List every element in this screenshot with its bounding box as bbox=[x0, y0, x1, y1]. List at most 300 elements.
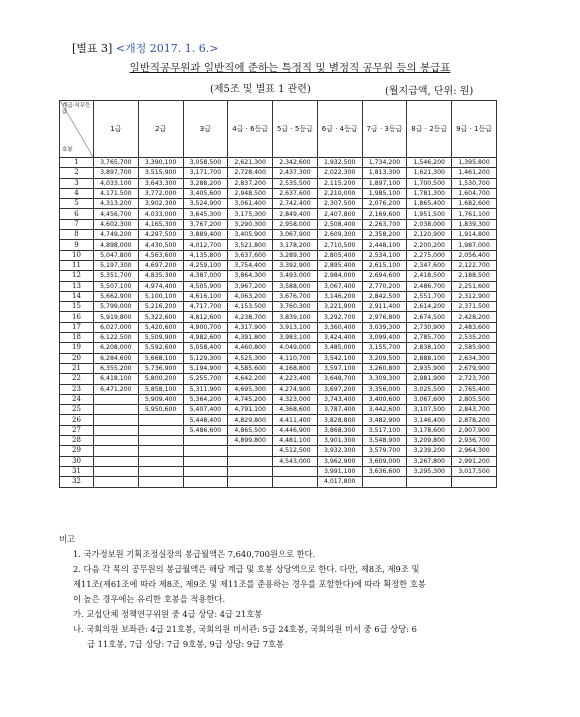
salary-cell: 4,695,300 bbox=[228, 384, 273, 394]
salary-cell: 1,395,800 bbox=[452, 158, 497, 168]
salary-cell: 2,609,300 bbox=[317, 230, 362, 240]
table-row bbox=[60, 240, 497, 250]
salary-cell bbox=[452, 477, 497, 487]
salary-cell: 6,027,000 bbox=[94, 322, 139, 332]
salary-cell: 2,935,900 bbox=[407, 363, 452, 373]
salary-cell: 2,122,700 bbox=[452, 260, 497, 270]
salary-cell: 5,407,400 bbox=[183, 405, 228, 415]
salary-cell: 4,585,600 bbox=[228, 363, 273, 373]
salary-cell: 3,209,800 bbox=[407, 436, 452, 446]
step-number-cell: 6 bbox=[60, 209, 94, 219]
salary-cell: 3,521,800 bbox=[228, 240, 273, 250]
salary-cell: 2,674,500 bbox=[407, 312, 452, 322]
salary-cell: 2,312,900 bbox=[452, 291, 497, 301]
step-number-cell: 5 bbox=[60, 199, 94, 209]
step-number-cell: 16 bbox=[60, 312, 94, 322]
salary-cell: 5,858,100 bbox=[138, 384, 183, 394]
salary-table bbox=[59, 100, 497, 488]
notes-heading: 비고 bbox=[59, 534, 76, 544]
document-subtitle: (제5조 및 별표 1 관련) bbox=[210, 84, 311, 95]
salary-cell: 3,643,300 bbox=[138, 178, 183, 188]
salary-cell: 2,805,400 bbox=[317, 250, 362, 260]
salary-cell: 4,033,000 bbox=[138, 209, 183, 219]
salary-cell: 3,897,700 bbox=[94, 168, 139, 178]
salary-cell: 4,900,700 bbox=[183, 322, 228, 332]
salary-cell: 3,579,700 bbox=[362, 446, 407, 456]
salary-cell: 3,983,100 bbox=[273, 333, 318, 343]
salary-cell: 2,615,100 bbox=[362, 260, 407, 270]
salary-cell: 1,865,400 bbox=[407, 199, 452, 209]
salary-cell: 1,781,300 bbox=[407, 188, 452, 198]
salary-cell: 4,446,900 bbox=[273, 425, 318, 435]
salary-cell: 2,200,200 bbox=[407, 240, 452, 250]
salary-cell: 4,165,300 bbox=[138, 219, 183, 229]
salary-cell: 3,767,200 bbox=[183, 219, 228, 229]
salary-cell: 1,839,300 bbox=[452, 219, 497, 229]
step-number-cell: 2 bbox=[60, 168, 94, 178]
salary-cell: 4,481,100 bbox=[273, 436, 318, 446]
salary-cell bbox=[94, 415, 139, 425]
step-number-cell: 31 bbox=[60, 466, 94, 476]
salary-cell: 4,525,300 bbox=[228, 353, 273, 363]
note-2-item-ga: 가. 교섭단체 정책연구위원 중 4급 상당: 4급 21호봉 bbox=[73, 609, 263, 619]
table-row bbox=[60, 168, 497, 178]
salary-cell: 4,460,800 bbox=[228, 343, 273, 353]
salary-cell: 2,585,900 bbox=[452, 343, 497, 353]
column-header: 5급 · 5등급 bbox=[273, 101, 318, 158]
salary-cell: 4,110,700 bbox=[273, 353, 318, 363]
salary-cell: 4,297,500 bbox=[138, 230, 183, 240]
salary-cell: 2,948,500 bbox=[228, 188, 273, 198]
step-number-cell: 9 bbox=[60, 240, 94, 250]
salary-cell: 3,309,300 bbox=[362, 374, 407, 384]
salary-cell: 4,238,700 bbox=[228, 312, 273, 322]
salary-cell: 4,456,700 bbox=[94, 209, 139, 219]
salary-cell: 4,368,600 bbox=[273, 405, 318, 415]
salary-cell: 1,604,700 bbox=[452, 188, 497, 198]
salary-cell bbox=[183, 466, 228, 476]
salary-cell: 2,710,500 bbox=[317, 240, 362, 250]
salary-cell: 1,461,200 bbox=[452, 168, 497, 178]
salary-cell bbox=[138, 415, 183, 425]
salary-cell: 4,317,900 bbox=[228, 322, 273, 332]
salary-cell: 1,700,500 bbox=[407, 178, 452, 188]
salary-cell: 3,676,700 bbox=[273, 291, 318, 301]
salary-cell: 4,274,900 bbox=[273, 384, 318, 394]
salary-cell: 2,765,400 bbox=[452, 384, 497, 394]
salary-cell: 2,076,200 bbox=[362, 199, 407, 209]
salary-cell: 2,991,200 bbox=[452, 456, 497, 466]
salary-cell: 5,322,600 bbox=[138, 312, 183, 322]
salary-cell: 5,448,400 bbox=[183, 415, 228, 425]
salary-cell: 3,178,200 bbox=[273, 240, 318, 250]
salary-cell: 2,407,800 bbox=[317, 209, 362, 219]
salary-cell: 4,323,000 bbox=[273, 394, 318, 404]
salary-cell: 3,061,400 bbox=[228, 199, 273, 209]
step-number-cell: 18 bbox=[60, 333, 94, 343]
salary-cell: 2,911,400 bbox=[362, 302, 407, 312]
salary-cell: 4,865,500 bbox=[228, 425, 273, 435]
salary-cell bbox=[94, 436, 139, 446]
salary-cell bbox=[94, 394, 139, 404]
unit-note: (월지급액, 단위: 원) bbox=[385, 86, 474, 97]
salary-cell: 3,962,900 bbox=[317, 456, 362, 466]
salary-cell: 3,067,900 bbox=[273, 230, 318, 240]
salary-cell: 3,390,100 bbox=[138, 158, 183, 168]
salary-cell bbox=[362, 477, 407, 487]
salary-cell bbox=[407, 477, 452, 487]
salary-cell: 4,063,200 bbox=[228, 291, 273, 301]
salary-cell: 2,418,500 bbox=[407, 271, 452, 281]
salary-cell: 4,391,800 bbox=[228, 333, 273, 343]
salary-cell: 6,284,600 bbox=[94, 353, 139, 363]
salary-cell: 3,260,800 bbox=[362, 363, 407, 373]
step-number-cell: 1 bbox=[60, 158, 94, 168]
salary-cell: 3,839,100 bbox=[273, 312, 318, 322]
salary-cell: 3,828,800 bbox=[317, 415, 362, 425]
salary-cell: 2,307,500 bbox=[317, 199, 362, 209]
salary-cell: 4,259,100 bbox=[183, 260, 228, 270]
salary-cell: 4,543,000 bbox=[273, 456, 318, 466]
salary-cell: 4,168,800 bbox=[273, 363, 318, 373]
salary-cell: 3,901,300 bbox=[317, 436, 362, 446]
salary-cell: 2,169,600 bbox=[362, 209, 407, 219]
salary-cell: 4,430,500 bbox=[138, 240, 183, 250]
step-number-cell: 8 bbox=[60, 230, 94, 240]
salary-cell: 4,313,200 bbox=[94, 199, 139, 209]
salary-cell: 2,694,600 bbox=[362, 271, 407, 281]
table-row bbox=[60, 230, 497, 240]
salary-cell: 3,099,400 bbox=[362, 333, 407, 343]
salary-cell: 4,017,800 bbox=[317, 477, 362, 487]
salary-cell: 4,049,000 bbox=[273, 343, 318, 353]
salary-cell: 5,662,900 bbox=[94, 291, 139, 301]
salary-cell: 4,829,800 bbox=[228, 415, 273, 425]
salary-cell: 5,592,600 bbox=[138, 343, 183, 353]
salary-cell: 2,038,000 bbox=[407, 219, 452, 229]
table-row bbox=[60, 477, 497, 487]
table-row bbox=[60, 158, 497, 168]
salary-cell: 2,843,700 bbox=[452, 405, 497, 415]
table-row bbox=[60, 405, 497, 415]
salary-cell: 2,448,100 bbox=[362, 240, 407, 250]
salary-cell: 5,364,200 bbox=[183, 394, 228, 404]
salary-cell: 4,033,100 bbox=[94, 178, 139, 188]
salary-cell: 2,188,500 bbox=[452, 271, 497, 281]
salary-cell: 2,742,400 bbox=[273, 199, 318, 209]
note-2-line-3: 이 높은 경우에는 유리한 호봉을 적용한다. bbox=[73, 594, 226, 604]
note-2-line-1: 2. 다음 각 목의 공무원의 봉급월액은 해당 계급 및 호봉 상당액으로 한다. 다만, 제8조, 제9조 및 bbox=[73, 564, 420, 574]
step-number-cell: 29 bbox=[60, 446, 94, 456]
salary-cell: 3,648,700 bbox=[317, 374, 362, 384]
salary-cell bbox=[138, 456, 183, 466]
salary-cell: 4,153,500 bbox=[228, 302, 273, 312]
salary-cell: 5,100,100 bbox=[138, 291, 183, 301]
salary-cell: 2,483,600 bbox=[452, 322, 497, 332]
salary-cell: 6,471,200 bbox=[94, 384, 139, 394]
salary-cell bbox=[138, 446, 183, 456]
revision-date: <개정 2017. 1. 6.> bbox=[115, 42, 219, 55]
salary-cell: 2,770,200 bbox=[362, 281, 407, 291]
table-row bbox=[60, 343, 497, 353]
table-row bbox=[60, 466, 497, 476]
step-number-cell: 7 bbox=[60, 219, 94, 229]
salary-cell: 3,765,700 bbox=[94, 158, 139, 168]
salary-cell: 3,597,100 bbox=[317, 363, 362, 373]
salary-cell: 3,864,300 bbox=[228, 271, 273, 281]
salary-cell: 2,022,300 bbox=[317, 168, 362, 178]
salary-cell bbox=[138, 425, 183, 435]
salary-cell bbox=[94, 456, 139, 466]
table-row bbox=[60, 322, 497, 332]
step-number-cell: 19 bbox=[60, 343, 94, 353]
salary-cell: 2,535,200 bbox=[452, 333, 497, 343]
salary-cell: 2,534,100 bbox=[362, 250, 407, 260]
salary-cell: 2,805,500 bbox=[452, 394, 497, 404]
step-number-cell: 24 bbox=[60, 394, 94, 404]
salary-cell bbox=[183, 477, 228, 487]
table-row bbox=[60, 271, 497, 281]
salary-cell bbox=[273, 477, 318, 487]
salary-cell: 1,621,300 bbox=[407, 168, 452, 178]
salary-cell: 4,012,700 bbox=[183, 240, 228, 250]
salary-cell: 3,548,900 bbox=[362, 436, 407, 446]
salary-cell: 3,902,300 bbox=[138, 199, 183, 209]
salary-cell bbox=[228, 446, 273, 456]
salary-cell: 2,621,300 bbox=[228, 158, 273, 168]
salary-cell: 2,358,200 bbox=[362, 230, 407, 240]
step-number-cell: 15 bbox=[60, 302, 94, 312]
salary-cell bbox=[94, 446, 139, 456]
salary-cell: 3,609,000 bbox=[362, 456, 407, 466]
salary-cell: 3,400,600 bbox=[362, 394, 407, 404]
salary-cell: 2,936,700 bbox=[452, 436, 497, 446]
column-header: 4급 · 6등급 bbox=[228, 101, 273, 158]
table-row bbox=[60, 260, 497, 270]
column-header: 7급 · 3등급 bbox=[362, 101, 407, 158]
salary-cell: 2,981,900 bbox=[407, 374, 452, 384]
salary-cell: 5,255,700 bbox=[183, 374, 228, 384]
corner-bottom-label: 호봉 bbox=[62, 147, 73, 153]
salary-cell: 2,837,200 bbox=[228, 178, 273, 188]
salary-cell: 5,509,900 bbox=[138, 333, 183, 343]
salary-cell: 4,387,000 bbox=[183, 271, 228, 281]
salary-cell: 3,171,700 bbox=[183, 168, 228, 178]
salary-cell: 2,785,700 bbox=[407, 333, 452, 343]
table-row bbox=[60, 363, 497, 373]
salary-cell: 2,508,400 bbox=[317, 219, 362, 229]
salary-cell: 3,524,900 bbox=[183, 199, 228, 209]
salary-cell: 4,411,400 bbox=[273, 415, 318, 425]
salary-cell: 1,761,100 bbox=[452, 209, 497, 219]
salary-cell: 5,800,200 bbox=[138, 374, 183, 384]
salary-cell: 2,428,200 bbox=[452, 312, 497, 322]
salary-cell: 3,754,400 bbox=[228, 260, 273, 270]
salary-cell: 6,122,500 bbox=[94, 333, 139, 343]
table-row bbox=[60, 209, 497, 219]
salary-cell: 2,849,400 bbox=[273, 209, 318, 219]
salary-cell bbox=[228, 456, 273, 466]
salary-cell: 2,371,500 bbox=[452, 302, 497, 312]
salary-cell: 2,614,200 bbox=[407, 302, 452, 312]
salary-cell: 2,634,300 bbox=[452, 353, 497, 363]
step-number-cell: 20 bbox=[60, 353, 94, 363]
salary-cell: 3,146,200 bbox=[317, 291, 362, 301]
table-row bbox=[60, 178, 497, 188]
table-row bbox=[60, 436, 497, 446]
step-number-cell: 3 bbox=[60, 178, 94, 188]
salary-cell: 2,551,700 bbox=[407, 291, 452, 301]
note-1: 1. 국가정보원 기획조정실장의 봉급월액은 7,640,700원으로 한다. bbox=[73, 549, 316, 559]
salary-cell: 2,878,200 bbox=[452, 415, 497, 425]
salary-cell: 3,637,600 bbox=[228, 250, 273, 260]
step-number-cell: 13 bbox=[60, 281, 94, 291]
salary-cell: 4,749,200 bbox=[94, 230, 139, 240]
table-row bbox=[60, 199, 497, 209]
salary-cell: 4,899,800 bbox=[228, 436, 273, 446]
salary-cell: 2,535,500 bbox=[273, 178, 318, 188]
salary-cell: 1,987,000 bbox=[452, 240, 497, 250]
salary-cell: 5,216,200 bbox=[138, 302, 183, 312]
salary-cell: 4,812,600 bbox=[183, 312, 228, 322]
step-number-cell: 21 bbox=[60, 363, 94, 373]
column-header: 1급 bbox=[94, 101, 139, 158]
salary-cell: 3,155,700 bbox=[362, 343, 407, 353]
salary-cell: 2,210,000 bbox=[317, 188, 362, 198]
salary-cell: 1,546,200 bbox=[407, 158, 452, 168]
salary-cell: 5,668,100 bbox=[138, 353, 183, 363]
table-row bbox=[60, 219, 497, 229]
salary-cell: 3,288,200 bbox=[183, 178, 228, 188]
salary-cell: 3,760,300 bbox=[273, 302, 318, 312]
column-header: 8급 · 2등급 bbox=[407, 101, 452, 158]
salary-cell: 4,505,900 bbox=[183, 281, 228, 291]
salary-cell: 3,058,500 bbox=[183, 158, 228, 168]
salary-cell: 2,964,300 bbox=[452, 446, 497, 456]
salary-cell: 3,392,900 bbox=[273, 260, 318, 270]
salary-cell: 3,787,400 bbox=[317, 405, 362, 415]
salary-cell: 1,734,200 bbox=[362, 158, 407, 168]
salary-cell: 6,355,200 bbox=[94, 363, 139, 373]
salary-cell: 5,486,600 bbox=[183, 425, 228, 435]
salary-cell: 5,919,800 bbox=[94, 312, 139, 322]
salary-cell: 3,107,500 bbox=[407, 405, 452, 415]
salary-cell: 2,895,400 bbox=[317, 260, 362, 270]
salary-cell: 4,135,800 bbox=[183, 250, 228, 260]
step-number-cell: 17 bbox=[60, 322, 94, 332]
salary-cell: 2,730,900 bbox=[407, 322, 452, 332]
salary-cell: 4,835,300 bbox=[138, 271, 183, 281]
salary-cell: 3,743,400 bbox=[317, 394, 362, 404]
salary-cell: 4,602,300 bbox=[94, 219, 139, 229]
table-row bbox=[60, 281, 497, 291]
salary-cell: 4,898,000 bbox=[94, 240, 139, 250]
salary-cell: 3,405,600 bbox=[183, 188, 228, 198]
salary-cell: 4,745,200 bbox=[228, 394, 273, 404]
salary-cell: 5,799,000 bbox=[94, 302, 139, 312]
table-row bbox=[60, 250, 497, 260]
salary-cell: 5,058,400 bbox=[183, 343, 228, 353]
salary-cell: 4,982,600 bbox=[183, 333, 228, 343]
salary-cell bbox=[228, 477, 273, 487]
salary-cell bbox=[94, 477, 139, 487]
salary-cell: 3,868,300 bbox=[317, 425, 362, 435]
table-row bbox=[60, 456, 497, 466]
salary-cell: 1,932,500 bbox=[317, 158, 362, 168]
step-number-cell: 32 bbox=[60, 477, 94, 487]
column-header: 3급 bbox=[183, 101, 228, 158]
salary-cell bbox=[183, 436, 228, 446]
salary-cell: 3,697,200 bbox=[317, 384, 362, 394]
salary-cell: 1,813,300 bbox=[362, 168, 407, 178]
table-body bbox=[60, 158, 497, 488]
step-number-cell: 12 bbox=[60, 271, 94, 281]
salary-cell: 3,636,600 bbox=[362, 466, 407, 476]
salary-cell: 1,897,100 bbox=[362, 178, 407, 188]
salary-cell: 5,507,100 bbox=[94, 281, 139, 291]
salary-cell bbox=[183, 456, 228, 466]
salary-cell: 6,208,000 bbox=[94, 343, 139, 353]
document-title-text: 일반직공무원과 일반직에 준하는 특정직 및 별정직 공무원 등의 봉급표 bbox=[129, 62, 451, 74]
salary-cell: 2,056,400 bbox=[452, 250, 497, 260]
salary-cell: 3,067,600 bbox=[407, 394, 452, 404]
salary-cell: 5,311,900 bbox=[183, 384, 228, 394]
salary-cell: 3,289,300 bbox=[273, 250, 318, 260]
table-header-row bbox=[60, 101, 497, 158]
salary-cell bbox=[228, 466, 273, 476]
table-row bbox=[60, 302, 497, 312]
step-number-cell: 11 bbox=[60, 260, 94, 270]
appendix-label: [별표 3] bbox=[72, 42, 113, 55]
salary-cell: 3,295,300 bbox=[407, 466, 452, 476]
salary-cell: 2,842,500 bbox=[362, 291, 407, 301]
table-row bbox=[60, 425, 497, 435]
salary-cell: 2,275,000 bbox=[407, 250, 452, 260]
table-row bbox=[60, 312, 497, 322]
salary-cell: 3,772,000 bbox=[138, 188, 183, 198]
salary-cell: 1,914,800 bbox=[452, 230, 497, 240]
salary-cell: 3,239,200 bbox=[407, 446, 452, 456]
salary-cell bbox=[138, 466, 183, 476]
salary-cell: 3,178,600 bbox=[407, 425, 452, 435]
salary-cell: 2,637,600 bbox=[273, 188, 318, 198]
salary-cell: 1,530,700 bbox=[452, 178, 497, 188]
salary-cell: 5,197,300 bbox=[94, 260, 139, 270]
salary-cell: 3,493,000 bbox=[273, 271, 318, 281]
salary-cell: 3,913,100 bbox=[273, 322, 318, 332]
salary-cell: 3,356,000 bbox=[362, 384, 407, 394]
salary-cell: 4,791,100 bbox=[228, 405, 273, 415]
salary-cell: 2,679,900 bbox=[452, 363, 497, 373]
salary-cell: 5,194,900 bbox=[183, 363, 228, 373]
corner-cell bbox=[60, 101, 94, 158]
salary-cell: 2,728,400 bbox=[228, 168, 273, 178]
salary-cell: 2,251,600 bbox=[452, 281, 497, 291]
salary-cell bbox=[94, 425, 139, 435]
salary-cell: 2,263,700 bbox=[362, 219, 407, 229]
salary-cell: 3,515,900 bbox=[138, 168, 183, 178]
table-row bbox=[60, 333, 497, 343]
note-2-item-na-line-2: 급 11호봉, 7급 상당: 7급 9호봉, 9급 상당: 9급 7호봉 bbox=[87, 639, 285, 649]
salary-cell bbox=[273, 466, 318, 476]
salary-cell: 3,485,000 bbox=[317, 343, 362, 353]
salary-cell: 2,115,200 bbox=[317, 178, 362, 188]
salary-cell: 2,486,700 bbox=[407, 281, 452, 291]
column-header: 9급 · 1등급 bbox=[452, 101, 497, 158]
salary-cell: 3,025,500 bbox=[407, 384, 452, 394]
table-row bbox=[60, 374, 497, 384]
corner-top-label: 계급·직무등급 bbox=[62, 103, 91, 115]
